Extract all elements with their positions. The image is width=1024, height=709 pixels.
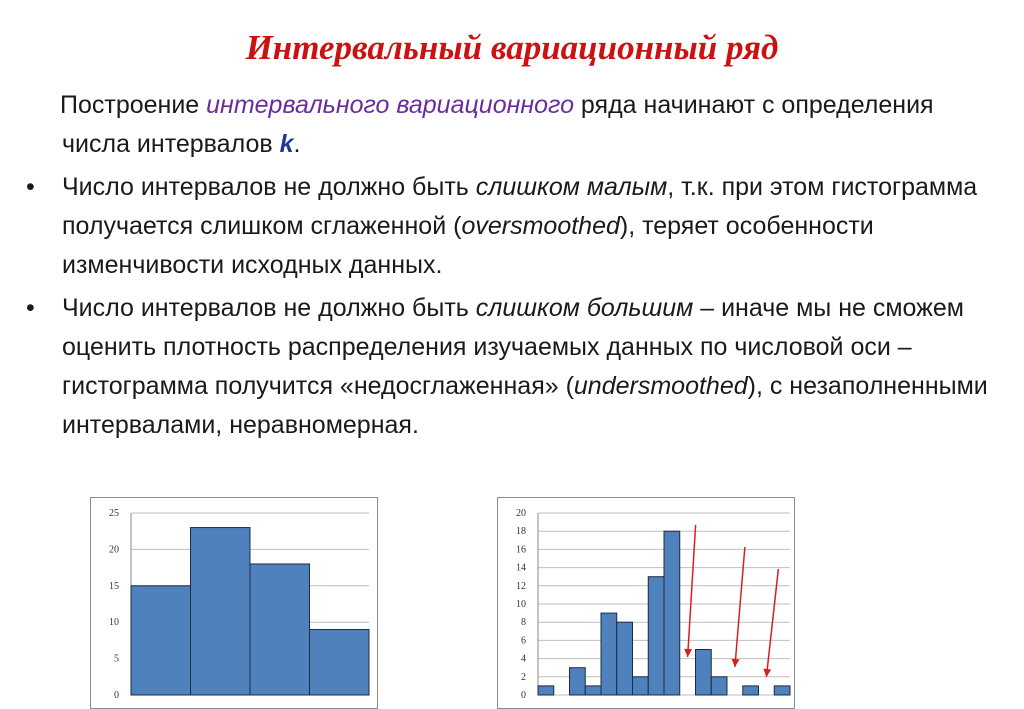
intro-k: k (279, 130, 294, 158)
histogram-bar (250, 564, 310, 695)
y-tick-label: 14 (516, 562, 526, 574)
y-tick-label: 4 (521, 653, 526, 665)
intro-text-1: Построение (60, 91, 207, 119)
bullet-dot: • (26, 173, 35, 201)
histogram-bar (648, 577, 664, 695)
histogram-bar (191, 528, 251, 695)
bullet2-emphasis: слишком большим (475, 294, 694, 322)
y-tick-label: 10 (109, 617, 119, 629)
histogram-bar (310, 629, 370, 695)
histogram-bar (633, 677, 649, 695)
histogram-bar (664, 531, 680, 695)
histogram-bar (743, 686, 759, 695)
bullet2-text-3: ), с незаполненными интервалами, неравномерная. (62, 372, 988, 439)
histogram-bar (570, 668, 586, 695)
y-tick-label: 12 (516, 580, 526, 592)
bullet-too-few (26, 168, 1002, 285)
y-tick-label: 16 (516, 544, 526, 556)
bullet1-emphasis: слишком малым (475, 173, 668, 201)
bullet1-text-3: ), теряет особенности изменчивости исходных данных. (62, 212, 874, 279)
intro-highlight: интервального вариационного (206, 91, 574, 119)
bullet-dot: • (26, 294, 35, 322)
bullet2-term: undersmoothed (573, 372, 748, 400)
red-arrow-head (732, 659, 740, 667)
bullet1-text-2: , т.к. при этом гистограмма получается слишком сглаженной ( (62, 173, 978, 240)
histogram-undersmoothed-svg (498, 498, 794, 708)
histogram-bar (585, 686, 601, 695)
y-tick-label: 20 (516, 508, 526, 519)
red-arrow (766, 569, 778, 677)
y-tick-label: 15 (109, 580, 119, 592)
slide-body (0, 86, 1024, 445)
histogram-bar (617, 622, 633, 695)
intro-text-2: ряда начинают с определения числа интервалов (62, 91, 934, 158)
y-tick-label: 5 (114, 653, 119, 665)
histogram-bar (601, 613, 617, 695)
y-tick-label: 6 (521, 635, 526, 647)
histogram-undersmoothed (497, 497, 795, 709)
y-tick-label: 2 (521, 671, 526, 683)
y-tick-label: 0 (521, 690, 526, 701)
y-tick-label: 18 (516, 526, 526, 538)
intro-paragraph (62, 86, 1002, 164)
bullet1-text-1: Число интервалов не должно быть (62, 173, 476, 201)
histogram-oversmoothed (90, 497, 378, 709)
histogram-bar (774, 686, 790, 695)
histogram-bar (538, 686, 554, 695)
slide-title: Интервальный вариационный ряд (245, 28, 779, 67)
y-tick-label: 10 (516, 599, 526, 610)
y-tick-label: 20 (109, 544, 119, 556)
intro-text-3: . (293, 130, 301, 158)
histogram-bar (696, 650, 712, 696)
histogram-bar (131, 586, 191, 695)
histogram-bar (711, 677, 727, 695)
y-tick-label: 25 (109, 508, 119, 519)
bullet1-term: oversmoothed (461, 212, 620, 240)
red-arrow (688, 525, 696, 657)
bullet-too-many (26, 289, 1002, 445)
red-arrow-head (684, 649, 692, 657)
bullet2-text-2: – иначе мы не сможем оценить плотность распределения изучаемых данных по числовой оси – гистограмма получится «недосглаженная» ( (62, 294, 964, 400)
y-tick-label: 0 (114, 690, 119, 701)
red-arrow (735, 547, 745, 667)
histogram-oversmoothed-svg (91, 498, 377, 708)
y-tick-label: 8 (521, 617, 526, 629)
bullet2-text-1: Число интервалов не должно быть (62, 294, 476, 322)
